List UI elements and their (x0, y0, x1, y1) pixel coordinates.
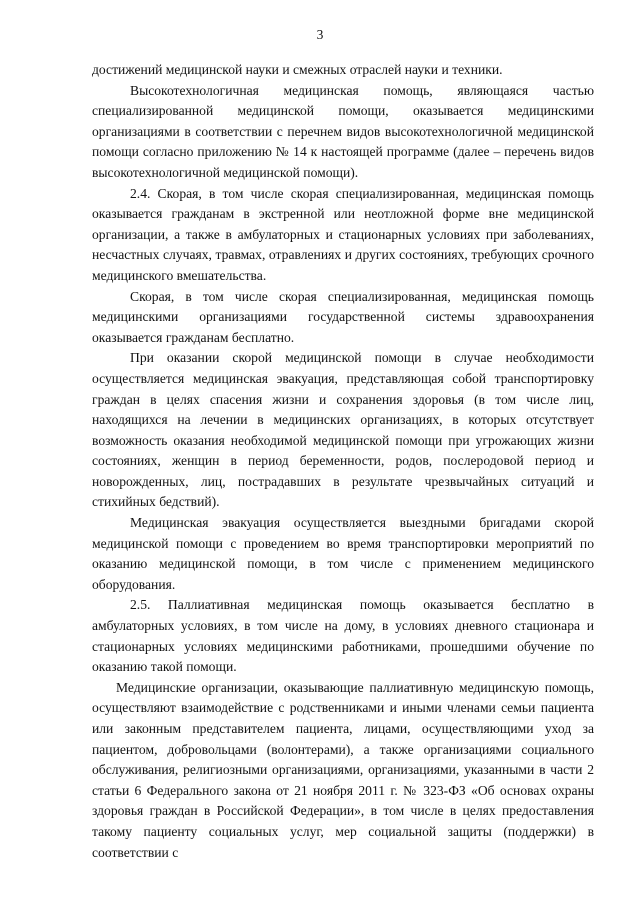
paragraph-emergency-free: Скорая, в том числе скорая специализированная, медицинская помощь медицинскими организациями государственной системы здравоохранения оказывается гражданам бесплатно. (92, 288, 594, 345)
document-body (92, 60, 594, 863)
paragraph-continuation: достижений медицинской науки и смежных отраслей науки и техники. (92, 62, 503, 77)
paragraph-medical-evacuation: При оказании скорой медицинской помощи в случае необходимости осуществляется медицинская эвакуация, представляющая собой транспортировку граждан в целях спасения жизни и сохранения здоровья (в том числе лиц, находящихся на лечении в медицинских организациях, в которых отсутствует возможность оказания необходимой медицинской помощи при угрожающих жизни состояниях, женщин в период беременности, родов, послеродовой период и новорожденных, лиц, пострадавших в результате чрезвычайных ситуаций и стихийных бедствий). (92, 350, 594, 510)
page-number: 3 (316, 27, 324, 42)
paragraph-section-2-5: 2.5. Паллиативная медицинская помощь оказывается бесплатно в амбулаторных условиях, в том числе на дому, в условиях дневного стационара и стационарных условиях медицинскими работниками, прошедшими обучение по оказанию такой помощи. (92, 597, 594, 675)
paragraph-evacuation-teams: Медицинская эвакуация осуществляется выездными бригадами скорой медицинской помощи с проведением во время транспортировки мероприятий по оказанию медицинской помощи, в том числе с применением медицинского оборудования. (92, 515, 594, 592)
paragraph-section-2-4: 2.4. Скорая, в том числе скорая специализированная, медицинская помощь оказывается гражданам в экстренной или неотложной форме вне медицинской организации, а также в амбулаторных и стационарных условиях при заболеваниях, несчастных случаях, травмах, отравлениях и других состояниях, требующих срочного медицинского вмешательства. (92, 185, 594, 283)
paragraph-high-tech-care: Высокотехнологичная медицинская помощь, являющаяся частью специализированной медицинской помощи, оказывается медицинскими организациями в соответствии с перечнем видов высокотехнологичной медицинской помощи согласно приложению № 14 к настоящей программе (далее – перечень видов высокотехнологичной медицинской помощи). (92, 82, 594, 180)
paragraph-palliative-organizations: Медицинские организации, оказывающие паллиативную медицинскую помощь, осуществляют взаимодействие с родственниками и иными членами семьи пациента или законным представителем пациента, лицами, осуществляющими уход за пациентом, добровольцами (волонтерами), а также организациями социального обслуживания, религиозными организациями, организациями, указанными в части 2 статьи 6 Федерального закона от 21 ноября 2011 г. № 323-ФЗ «Об основах охраны здоровья граждан в Российской Федерации», в том числе в целях предоставления такому пациенту социальных услуг, мер социальной защиты (поддержки) в соответствии с (92, 679, 594, 860)
